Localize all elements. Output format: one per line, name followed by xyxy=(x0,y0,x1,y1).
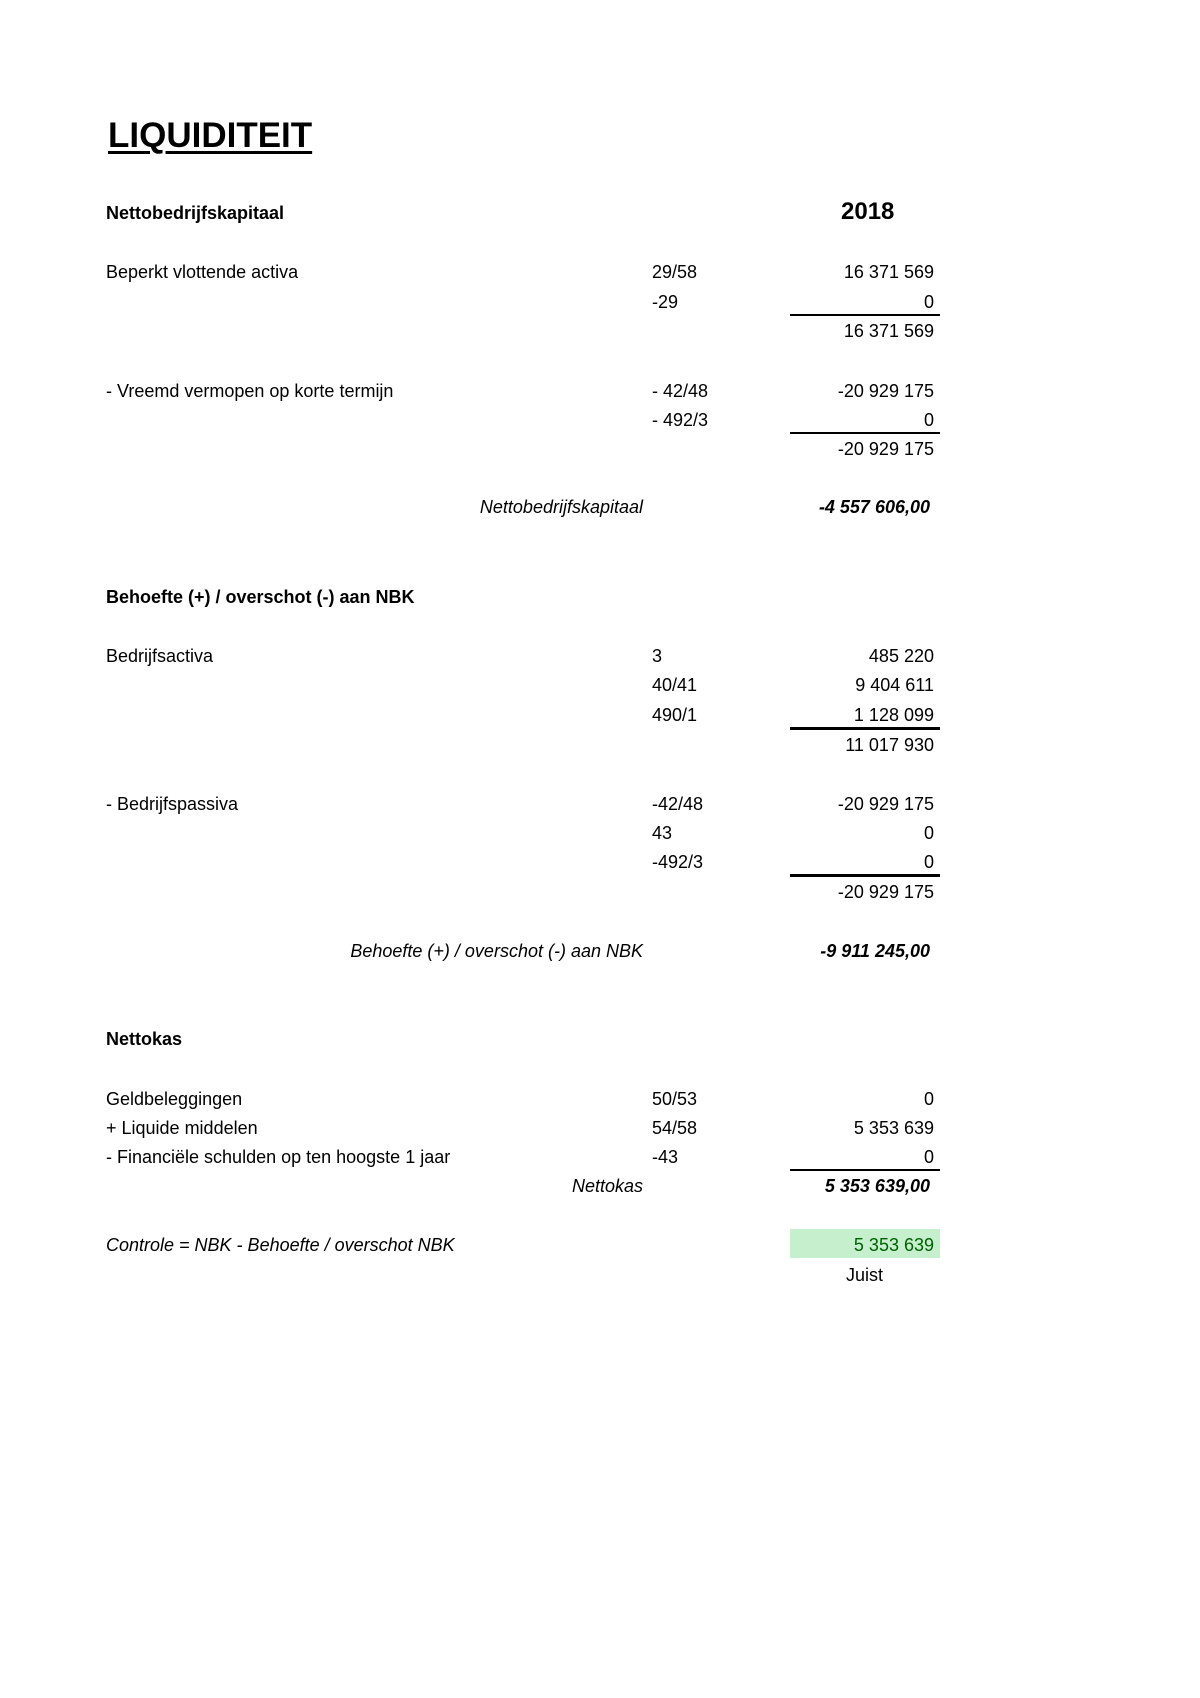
total-label-behoefte: Behoefte (+) / overschot (-) aan NBK xyxy=(350,941,643,961)
row-label-vlottende-activa: Beperkt vlottende activa xyxy=(106,262,299,282)
subtotal-cell: 16 371 569 xyxy=(843,321,934,341)
account-code: 40/41 xyxy=(652,675,698,695)
amount-cell: -20 929 175 xyxy=(837,381,934,401)
account-code: - 492/3 xyxy=(652,410,709,430)
section-heading-nbk: Nettobedrijfskapitaal xyxy=(106,203,285,223)
total-value-nbk: -4 557 606,00 xyxy=(818,497,930,517)
amount-cell: 0 xyxy=(923,410,934,430)
amount-cell: 16 371 569 xyxy=(843,262,934,282)
amount-cell: 0 xyxy=(923,852,934,872)
row-label-bedrijfspassiva: - Bedrijfspassiva xyxy=(106,794,239,814)
total-value-behoefte: -9 911 245,00 xyxy=(820,941,930,961)
controle-label: Controle = NBK - Behoefte / overschot NBK xyxy=(106,1235,455,1255)
sum-rule xyxy=(790,1169,940,1171)
section-heading-nettokas: Nettokas xyxy=(106,1029,183,1049)
account-code: 54/58 xyxy=(652,1118,698,1138)
account-code: 43 xyxy=(652,823,673,843)
section-heading-behoefte: Behoefte (+) / overschot (-) aan NBK xyxy=(106,587,415,607)
amount-cell: 0 xyxy=(923,292,934,312)
amount-cell: 0 xyxy=(923,1147,934,1167)
amount-cell: -20 929 175 xyxy=(837,794,934,814)
amount-cell: 9 404 611 xyxy=(855,675,934,695)
row-label: + Liquide middelen xyxy=(106,1118,258,1138)
account-code: -42/48 xyxy=(652,794,704,814)
amount-cell: 5 353 639 xyxy=(853,1118,934,1138)
account-code: -492/3 xyxy=(652,852,704,872)
row-label-vreemd-vermogen: - Vreemd vermopen op korte termijn xyxy=(106,381,394,401)
total-value-nettokas: 5 353 639,00 xyxy=(824,1176,930,1196)
amount-cell: 485 220 xyxy=(868,646,934,666)
controle-value: 5 353 639 xyxy=(853,1235,934,1255)
controle-result: Juist xyxy=(846,1265,884,1285)
sum-rule xyxy=(790,314,940,316)
account-code: 50/53 xyxy=(652,1089,698,1109)
account-code: 3 xyxy=(652,646,663,666)
account-code: 490/1 xyxy=(652,705,698,725)
sum-rule xyxy=(790,727,940,730)
account-code: - 42/48 xyxy=(652,381,709,401)
amount-cell: 0 xyxy=(923,823,934,843)
subtotal-cell: 11 017 930 xyxy=(845,735,934,755)
account-code: -43 xyxy=(652,1147,679,1167)
total-label-nbk: Nettobedrijfskapitaal xyxy=(479,497,643,517)
amount-cell: 0 xyxy=(923,1089,934,1109)
year-header: 2018 xyxy=(841,198,895,225)
row-label-bedrijfsactiva: Bedrijfsactiva xyxy=(106,646,214,666)
row-label: Geldbeleggingen xyxy=(106,1089,243,1109)
row-label: - Financiële schulden op ten hoogste 1 jaar xyxy=(106,1147,451,1167)
page-title: LIQUIDITEIT xyxy=(108,116,313,155)
sum-rule xyxy=(790,432,940,434)
account-code: -29 xyxy=(652,292,679,312)
account-code: 29/58 xyxy=(652,262,698,282)
total-label-nettokas: Nettokas xyxy=(571,1176,643,1196)
subtotal-cell: -20 929 175 xyxy=(837,439,934,459)
subtotal-cell: -20 929 175 xyxy=(837,882,934,902)
amount-cell: 1 128 099 xyxy=(853,705,934,725)
sum-rule xyxy=(790,874,940,877)
